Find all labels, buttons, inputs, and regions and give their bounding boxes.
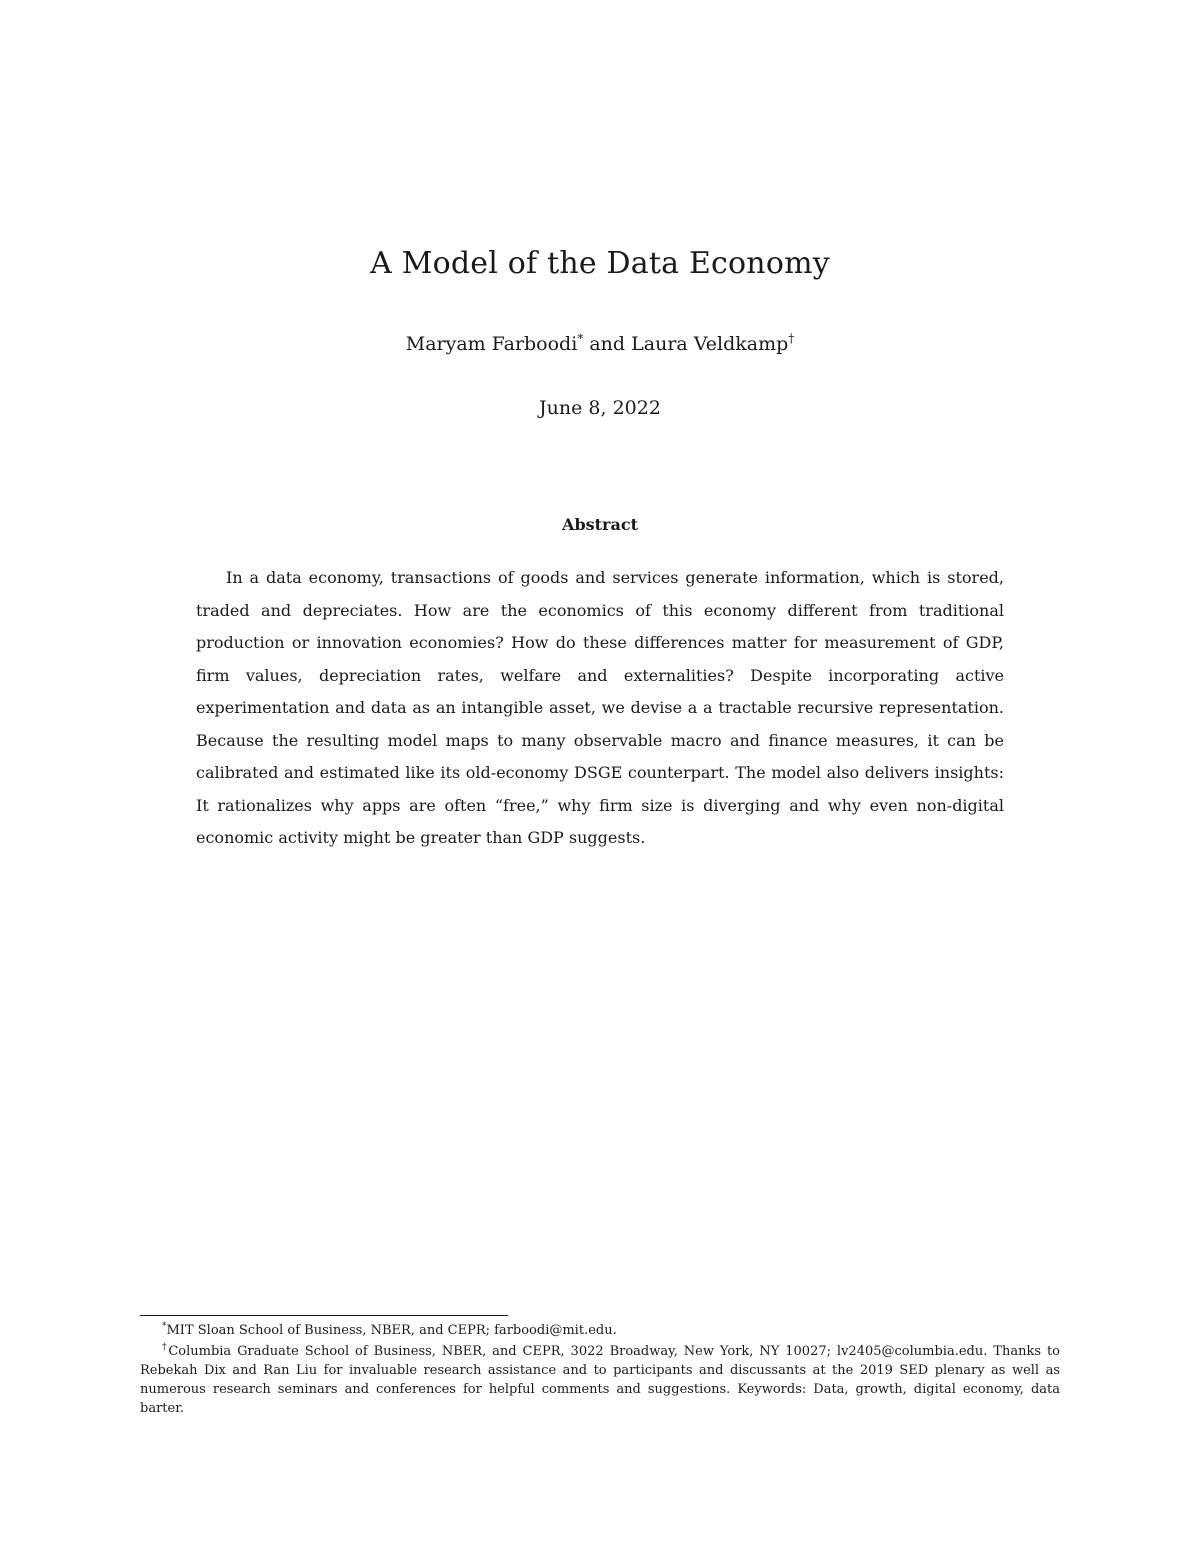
footnote-text: Columbia Graduate School of Business, NBER, and CEPR, 3022 Broadway, New York, NY 10027; lv2405@columbia.edu. Thanks to Rebekah Dix and Ran Liu for invaluable research assistance and to participants and discussants at the 2019 SED plenary as well as numerous research seminars and conferences for helpful comments and suggestions. Keywords: Data, growth, digital economy, data barter. <box>140 1344 1061 1416</box>
author-footnote-mark: * <box>577 331 584 346</box>
author-line <box>0 333 1200 355</box>
footnotes <box>140 1321 1060 1420</box>
footnote-mark: * <box>162 1321 167 1332</box>
author-joiner: and <box>589 333 626 355</box>
paper-date: June 8, 2022 <box>539 397 661 419</box>
footnote <box>140 1321 1060 1340</box>
footnote-mark: † <box>162 1342 169 1353</box>
abstract-text: In a data economy, transactions of goods and services generate information, which is stored, traded and depreciates. How are the economics of this economy different from traditional production or innovation economies? How do these differences matter for measurement of GDP, firm values, depreciation rates, welfare and externalities? Despite incorporating active experimentation and data as an intangible asset, we devise a a tractable recursive representation. Because the resulting model maps to many observable macro and finance measures, it can be calibrated and estimated like its old-economy DSGE counterpart. The model also delivers insights: It rationalizes why apps are often “free,” why firm size is diverging and why even non-digital economic activity might be greater than GDP suggests. <box>196 568 1004 847</box>
footnote <box>140 1342 1060 1418</box>
footnote-text: MIT Sloan School of Business, NBER, and CEPR; farboodi@mit.edu. <box>166 1323 617 1338</box>
author-footnote-mark: † <box>788 331 795 346</box>
author-name: Laura Veldkamp <box>631 333 789 355</box>
paper-title: A Model of the Data Economy <box>370 246 830 281</box>
author-name: Maryam Farboodi <box>405 333 578 355</box>
footnote-divider <box>140 1315 508 1316</box>
abstract-heading: Abstract <box>562 515 638 534</box>
